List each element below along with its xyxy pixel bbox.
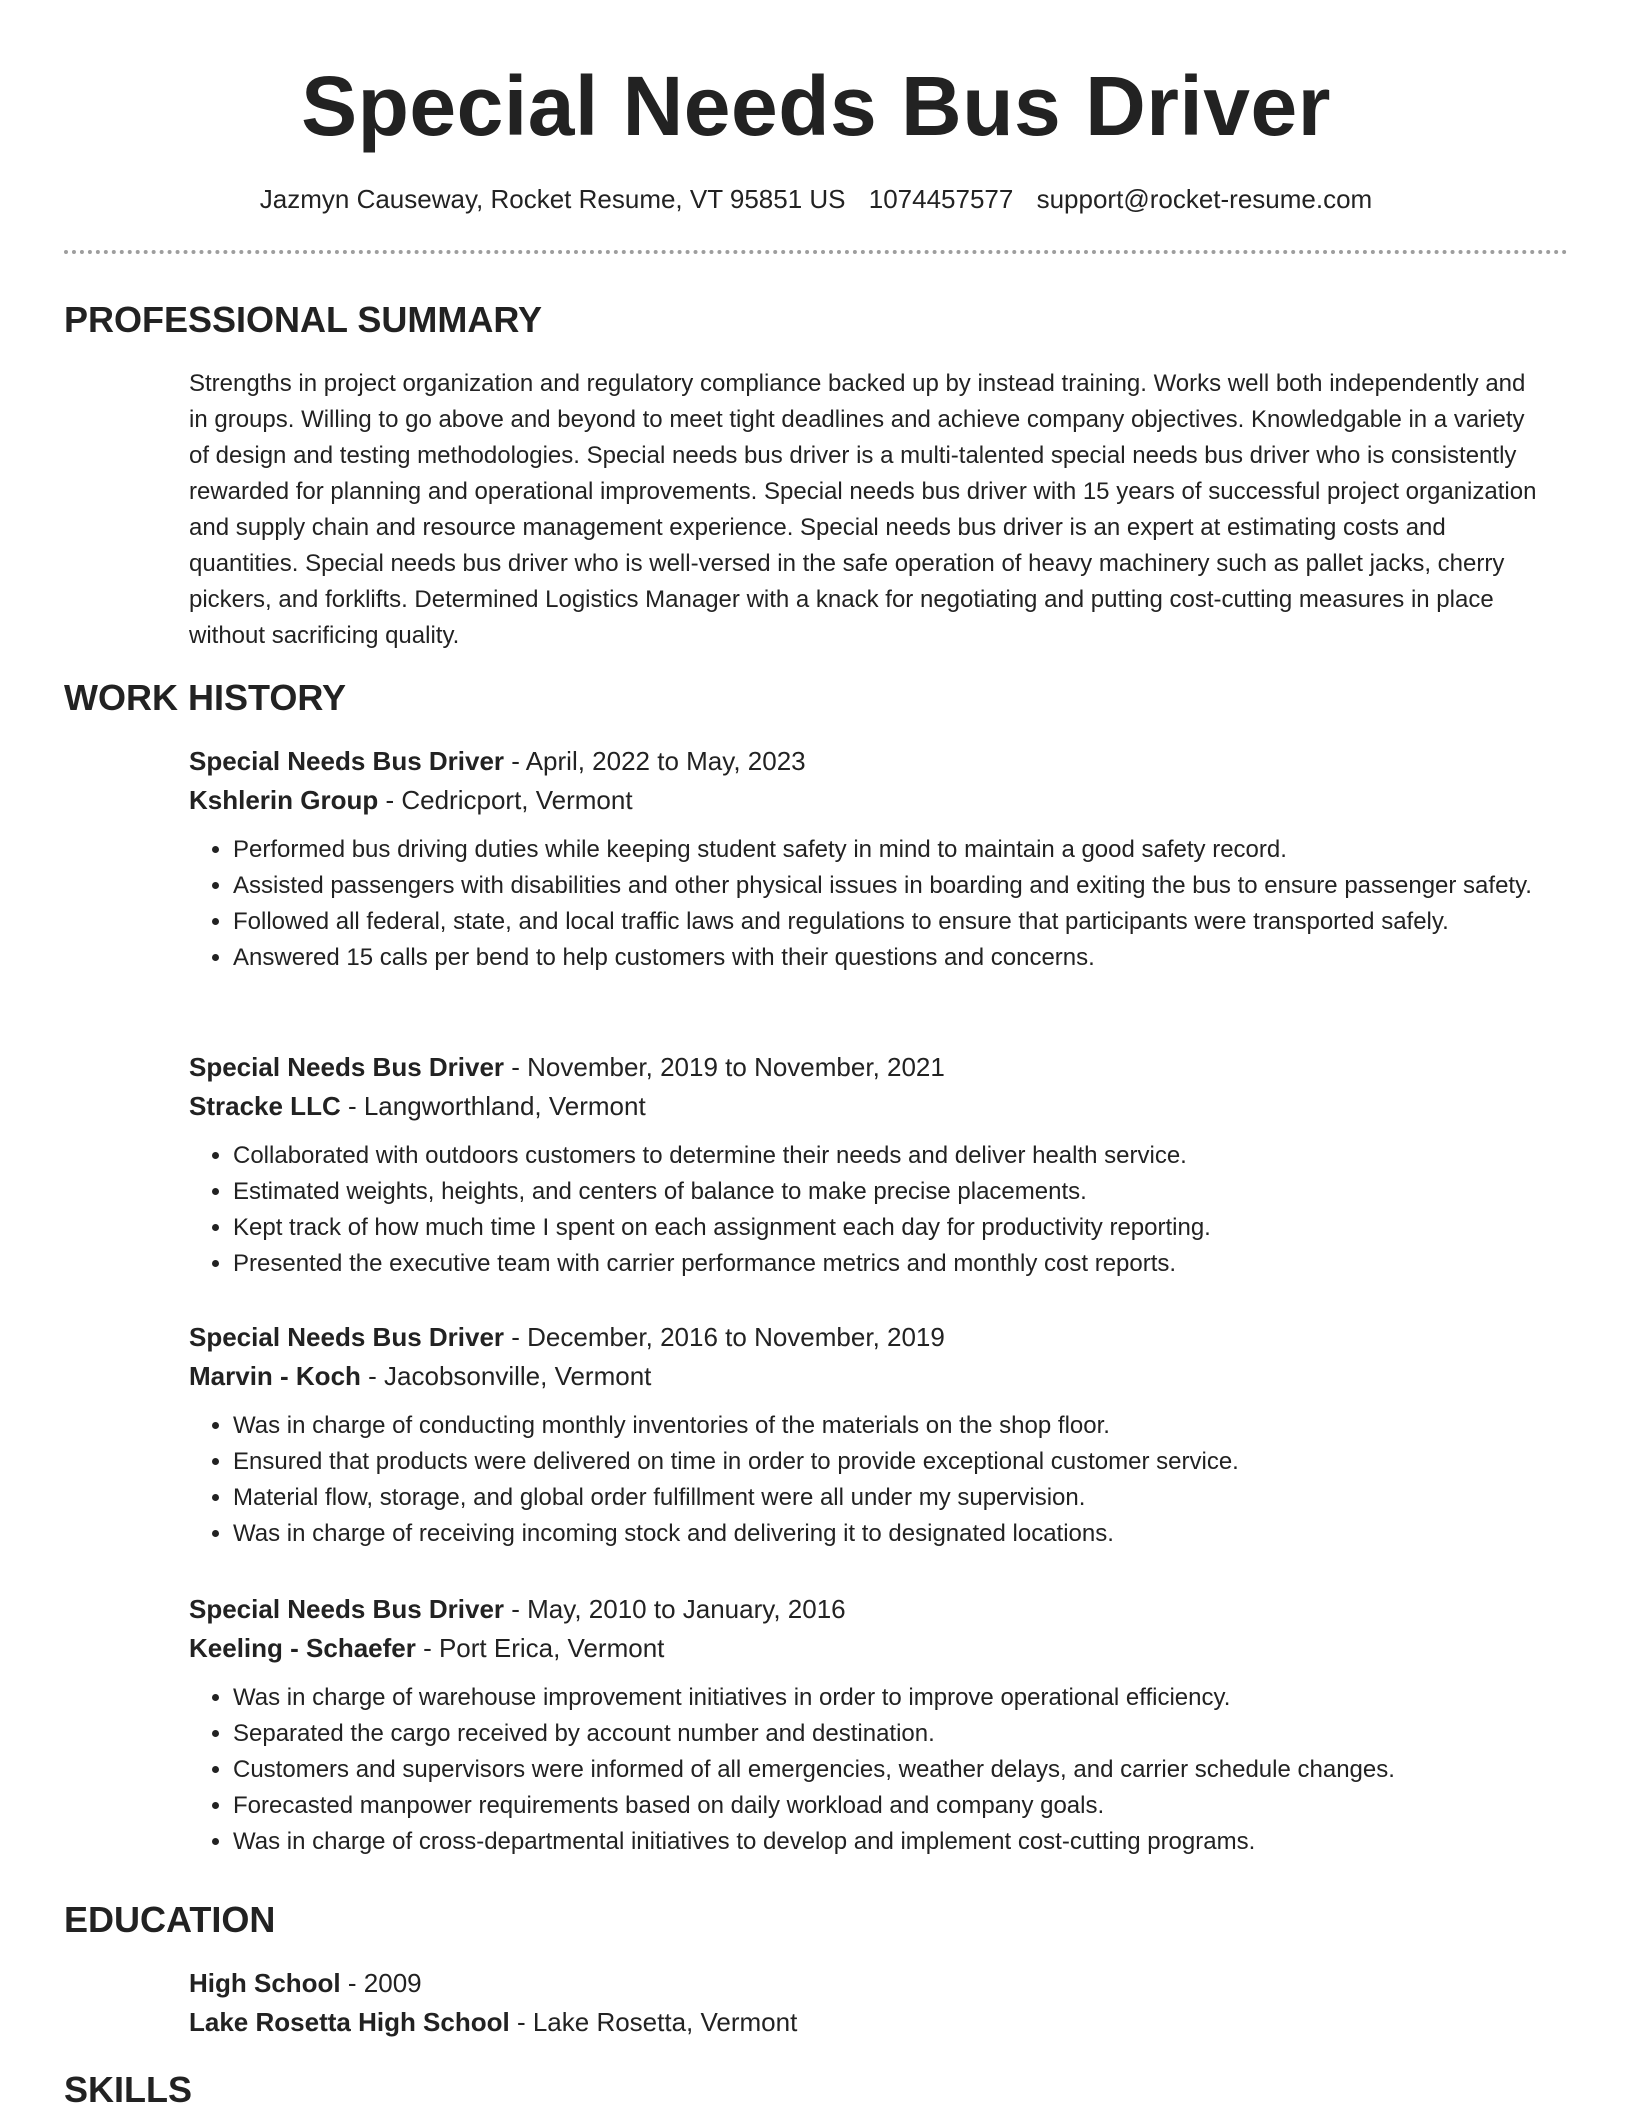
job-bullet: • Assisted passengers with disabilities and other physical issues in boarding and exiting the bus to ensure passenger safety. — [233, 868, 1559, 904]
job-role-line — [189, 1590, 1559, 1629]
job-role-line — [189, 1318, 1559, 1357]
job-company: Marvin - Koch — [189, 1361, 361, 1391]
job-company: Keeling - Schaefer — [189, 1633, 416, 1663]
job-bullet: • Was in charge of receiving incoming stock and delivering it to designated locations. — [233, 1516, 1559, 1552]
contact-info — [0, 182, 1632, 216]
candidate-name: Special Needs Bus Driver — [301, 59, 1331, 153]
job-dates: - November, 2019 to November, 2021 — [504, 1052, 945, 1082]
job-bullet: • Was in charge of conducting monthly inventories of the materials on the shop floor. — [233, 1408, 1559, 1444]
header-divider — [64, 250, 1568, 254]
job-bullet: • Material flow, storage, and global order fulfillment were all under my supervision. — [233, 1480, 1559, 1516]
job-bullet: • Forecasted manpower requirements based on daily workload and company goals. — [233, 1788, 1559, 1824]
job-bullets — [189, 832, 1559, 976]
job-bullet: • Separated the cargo received by account number and destination. — [233, 1716, 1559, 1752]
job-company-line — [189, 1629, 1559, 1668]
education-location: - Lake Rosetta, Vermont — [509, 2007, 798, 2037]
education-entry — [189, 1964, 1559, 2042]
section-title-work-history: WORK HISTORY — [64, 677, 347, 718]
section-title-summary: PROFESSIONAL SUMMARY — [64, 299, 543, 340]
job-company: Kshlerin Group — [189, 785, 379, 815]
contact-phone: 1074457577 — [868, 184, 1014, 214]
summary-text: Strengths in project organization and regulatory compliance backed up by instead training. Works well both independently and in groups. Willing to go above and beyond to meet tight deadlines and achieve company objectives. Knowledgable in a variety of design and testing methodologies. Special needs bus driver is a multi-talented special needs bus driver who is consistently rewarded for planning and operational improvements. Special needs bus driver with 15 years of successful project organization and supply chain and resource management experience. Special needs bus driver is an expert at estimating costs and quantities. Special needs bus driver who is well-versed in the safe operation of heavy machinery such as pallet jacks, cherry pickers, and forklifts. Determined Logistics Manager with a knack for negotiating and putting cost-cutting measures in place without sacrificing quality. — [189, 370, 1537, 649]
job-bullet: • Was in charge of cross-departmental initiatives to develop and implement cost-cutting programs. — [233, 1824, 1559, 1860]
job-role: Special Needs Bus Driver — [189, 1322, 505, 1352]
education-school-line — [189, 2003, 1559, 2042]
job-company-line — [189, 1357, 1559, 1396]
job-role: Special Needs Bus Driver — [189, 1052, 505, 1082]
job-dates: - April, 2022 to May, 2023 — [504, 746, 806, 776]
job-bullet: • Estimated weights, heights, and centers of balance to make precise placements. — [233, 1174, 1559, 1210]
job-bullets — [189, 1408, 1559, 1552]
job-dates: - December, 2016 to November, 2019 — [504, 1322, 945, 1352]
job-role: Special Needs Bus Driver — [189, 1594, 505, 1624]
education-school: Lake Rosetta High School — [189, 2007, 510, 2037]
job-role-line — [189, 1048, 1559, 1087]
job-location: - Cedricport, Vermont — [378, 785, 633, 815]
contact-email: support@rocket-resume.com — [1036, 184, 1373, 214]
job-entry — [189, 1318, 1559, 1552]
job-company: Stracke LLC — [189, 1091, 341, 1121]
job-bullet: • Kept track of how much time I spent on each assignment each day for productivity reporting. — [233, 1210, 1559, 1246]
job-bullet: • Performed bus driving duties while keeping student safety in mind to maintain a good safety record. — [233, 832, 1559, 868]
job-entry — [189, 1048, 1559, 1282]
job-bullet: • Was in charge of warehouse improvement initiatives in order to improve operational efficiency. — [233, 1680, 1559, 1716]
education-degree-line — [189, 1964, 1559, 2003]
job-bullet: • Customers and supervisors were informed of all emergencies, weather delays, and carrier schedule changes. — [233, 1752, 1559, 1788]
section-title-skills: SKILLS — [64, 2069, 193, 2110]
job-location: - Langworthland, Vermont — [340, 1091, 646, 1121]
section-title-education: EDUCATION — [64, 1899, 276, 1940]
education-year: - 2009 — [340, 1968, 422, 1998]
job-bullets — [189, 1680, 1559, 1860]
job-bullet: • Collaborated with outdoors customers to determine their needs and deliver health service. — [233, 1138, 1559, 1174]
contact-address: Jazmyn Causeway, Rocket Resume, VT 95851 US — [259, 184, 846, 214]
job-bullet: • Followed all federal, state, and local traffic laws and regulations to ensure that participants were transported safely. — [233, 904, 1559, 940]
job-entry — [189, 742, 1559, 976]
job-location: - Port Erica, Vermont — [415, 1633, 665, 1663]
job-company-line — [189, 781, 1559, 820]
job-entry — [189, 1590, 1559, 1860]
job-bullet: • Presented the executive team with carrier performance metrics and monthly cost reports. — [233, 1246, 1559, 1282]
job-bullet: • Answered 15 calls per bend to help customers with their questions and concerns. — [233, 940, 1559, 976]
job-role: Special Needs Bus Driver — [189, 746, 505, 776]
job-company-line — [189, 1087, 1559, 1126]
job-role-line — [189, 742, 1559, 781]
education-degree: High School — [189, 1968, 341, 1998]
job-bullets — [189, 1138, 1559, 1282]
job-location: - Jacobsonville, Vermont — [360, 1361, 652, 1391]
job-bullet: • Ensured that products were delivered on time in order to provide exceptional customer service. — [233, 1444, 1559, 1480]
job-dates: - May, 2010 to January, 2016 — [504, 1594, 846, 1624]
